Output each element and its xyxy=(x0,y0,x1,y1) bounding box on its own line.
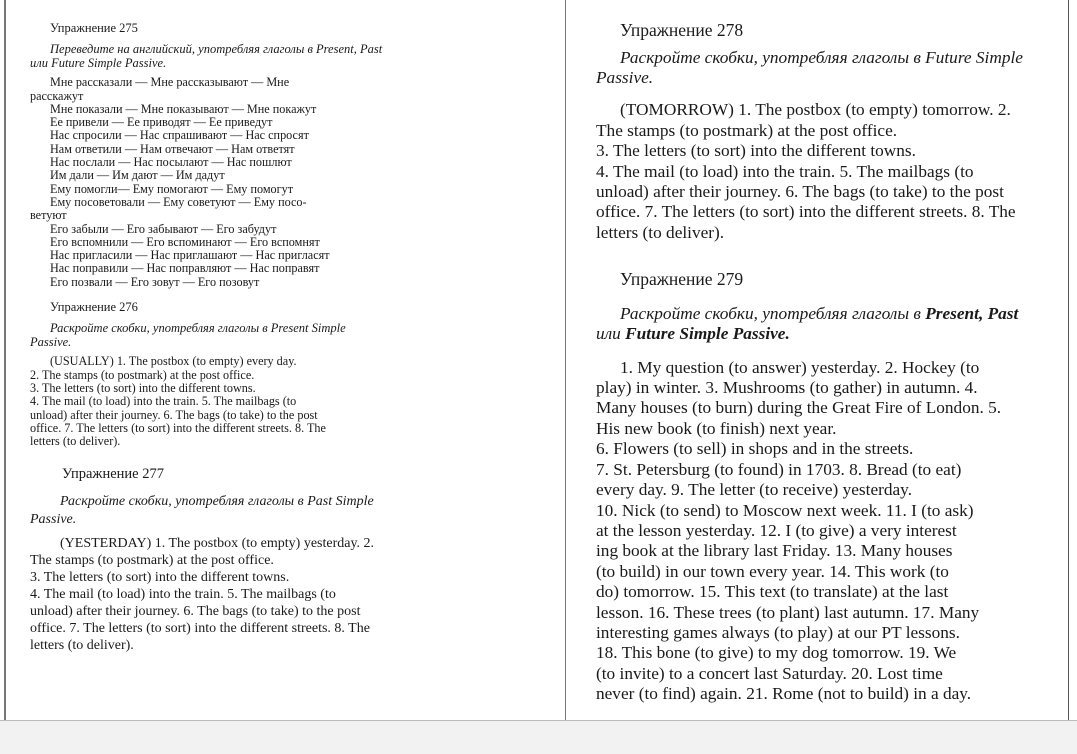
list-item: 7. St. Petersburg (to found) in 1703. 8. Bread (to eat) xyxy=(596,459,962,479)
list-item: 4. The mail (to load) into the train. 5. The mailbags (to xyxy=(30,394,297,409)
list-item: (YESTERDAY) 1. The postbox (to empty) yesterday. 2. xyxy=(60,535,375,551)
exercise-275-heading: Упражнение 275 xyxy=(50,21,138,35)
exercise-278-instruction: Раскройте скобки, употребляя глаголы в Future Simple Passive. xyxy=(596,48,1023,88)
list-item: Его вспомнили — Его вспоминают — Его вспомнят xyxy=(50,234,320,249)
exercise-276-heading: Упражнение 276 xyxy=(50,300,138,315)
list-item: letters (to deliver). xyxy=(30,434,121,449)
exercise-275 xyxy=(30,22,385,289)
column-divider xyxy=(565,0,566,720)
list-item: 6. Flowers (to sell) in shops and in the streets. xyxy=(596,439,914,459)
list-item: (USUALLY) 1. The postbox (to empty) every day. xyxy=(50,354,297,369)
exercise-278-heading: Упражнение 278 xyxy=(620,20,744,40)
list-item: Нас послали — Нас посылают — Нас пошлют xyxy=(50,155,292,170)
list-item: unload) after their journey. 6. The bags (to take) to the post xyxy=(30,603,361,619)
list-item: unload) after their journey. 6. The bags (to take) to the post xyxy=(30,407,318,422)
list-item: The stamps (to postmark) at the post office. xyxy=(30,552,274,568)
list-item: Ему посоветовали — Ему советуют — Ему посо- xyxy=(50,194,307,209)
list-item: расскажут xyxy=(30,88,84,103)
list-item: 2. The stamps (to postmark) at the post office. xyxy=(30,367,255,382)
list-item: lesson. 16. These trees (to plant) last autumn. 17. Many xyxy=(596,602,980,622)
list-item: 3. The letters (to sort) into the different towns. xyxy=(596,141,916,161)
list-item: (to invite) to a concert last Saturday. 20. Lost time xyxy=(596,663,943,683)
exercise-275-lines xyxy=(30,76,385,289)
list-item: play) in winter. 3. Mushrooms (to gather) in autumn. 4. xyxy=(596,378,978,398)
right-column xyxy=(596,20,1046,723)
left-column xyxy=(30,22,385,666)
list-item: Мне рассказали — Мне рассказывают — Мне xyxy=(50,75,290,90)
exercise-279 xyxy=(596,269,1046,704)
exercise-279-heading: Упражнение 279 xyxy=(620,269,744,290)
list-item: at the lesson yesterday. 12. I (to give) a very interest xyxy=(596,520,957,540)
list-item: Ее привели — Ее приводят — Ее приведут xyxy=(50,115,273,130)
exercise-277-heading: Упражнение 277 xyxy=(62,466,164,483)
exercise-279-instruction xyxy=(596,304,1046,344)
list-item: Many houses (to burn) during the Great Fire of London. 5. xyxy=(596,398,1002,418)
list-item: His new book (to finish) next year. xyxy=(596,418,837,438)
list-item: (to build) in our town every year. 14. This work (to xyxy=(596,561,949,581)
list-item: 3. The letters (to sort) into the different towns. xyxy=(30,569,290,585)
list-item: Мне показали — Мне показывают — Мне покажут xyxy=(50,101,317,116)
list-item: office. 7. The letters (to sort) into the different streets. 8. The xyxy=(596,202,1016,222)
list-item: Ему помогли— Ему помогают — Ему помогут xyxy=(50,181,294,196)
list-item: do) tomorrow. 15. This text (to translate) at the last xyxy=(596,582,949,602)
instruction-text-or: или xyxy=(596,323,626,343)
list-item: never (to find) again. 21. Rome (not to build) in a day. xyxy=(596,684,972,704)
list-item: Нас поправили — Нас поправляют — Нас поправят xyxy=(50,261,320,276)
exercise-276-instruction: Раскройте скобки, употребляя глаголы в Present Simple Passive. xyxy=(30,321,346,350)
list-item: 1. My question (to answer) yesterday. 2. Hockey (to xyxy=(620,357,980,377)
list-item: ветуют xyxy=(30,208,67,223)
list-item: letters (to deliver). xyxy=(30,637,134,653)
instruction-text: Раскройте скобки, употребляя глаголы в xyxy=(620,303,926,323)
list-item: Нас спросили — Нас спрашивают — Нас спросят xyxy=(50,128,309,143)
exercise-277-instruction: Раскройте скобки, употребляя глаголы в Past Simple Passive. xyxy=(30,493,374,527)
exercise-278-lines xyxy=(596,100,1046,243)
list-item: ing book at the library last Friday. 13. Many houses xyxy=(596,541,953,561)
list-item: 4. The mail (to load) into the train. 5. The mailbags (to xyxy=(596,161,974,181)
list-item: 10. Nick (to send) to Moscow next week. 11. I (to ask) xyxy=(596,500,974,520)
list-item: letters (to deliver). xyxy=(596,222,725,242)
instruction-tense-future: Future Simple Passive. xyxy=(625,323,790,343)
exercise-278 xyxy=(596,20,1046,243)
exercise-275-instruction: Переведите на английский, употребляя глаголы в Present, Past или Future Simple Passive. xyxy=(30,42,383,71)
exercise-279-lines xyxy=(596,358,1046,705)
list-item: (TOMORROW) 1. The postbox (to empty) tomorrow. 2. xyxy=(620,100,1011,120)
list-item: Нам ответили — Нам отвечают — Нам ответят xyxy=(50,141,295,156)
page-left-edge xyxy=(4,0,6,720)
instruction-tenses: Present, Past xyxy=(925,303,1019,323)
list-item: every day. 9. The letter (to receive) yesterday. xyxy=(596,480,913,500)
list-item: interesting games always (to play) at our PT lessons. xyxy=(596,622,960,642)
list-item: office. 7. The letters (to sort) into the different streets. 8. The xyxy=(30,620,370,636)
exercise-277-lines xyxy=(30,535,385,654)
exercise-277 xyxy=(30,468,385,653)
list-item: office. 7. The letters (to sort) into the different streets. 8. The xyxy=(30,420,326,435)
list-item: Нас пригласили — Нас приглашают — Нас пригласят xyxy=(50,248,330,263)
list-item: Его позвали — Его зовут — Его позовут xyxy=(50,274,260,289)
list-item: The stamps (to postmark) at the post office. xyxy=(596,120,898,140)
exercise-276-lines xyxy=(30,355,385,448)
list-item: 3. The letters (to sort) into the different towns. xyxy=(30,380,256,395)
list-item: Им дали — Им дают — Им дадут xyxy=(50,168,225,183)
list-item: Его забыли — Его забывают — Его забудут xyxy=(50,221,277,236)
list-item: 18. This bone (to give) to my dog tomorrow. 19. We xyxy=(596,643,957,663)
list-item: unload) after their journey. 6. The bags (to take) to the post xyxy=(596,182,1004,202)
exercise-276 xyxy=(30,301,385,448)
bottom-strip xyxy=(0,720,1077,754)
list-item: 4. The mail (to load) into the train. 5. The mailbags (to xyxy=(30,586,336,602)
